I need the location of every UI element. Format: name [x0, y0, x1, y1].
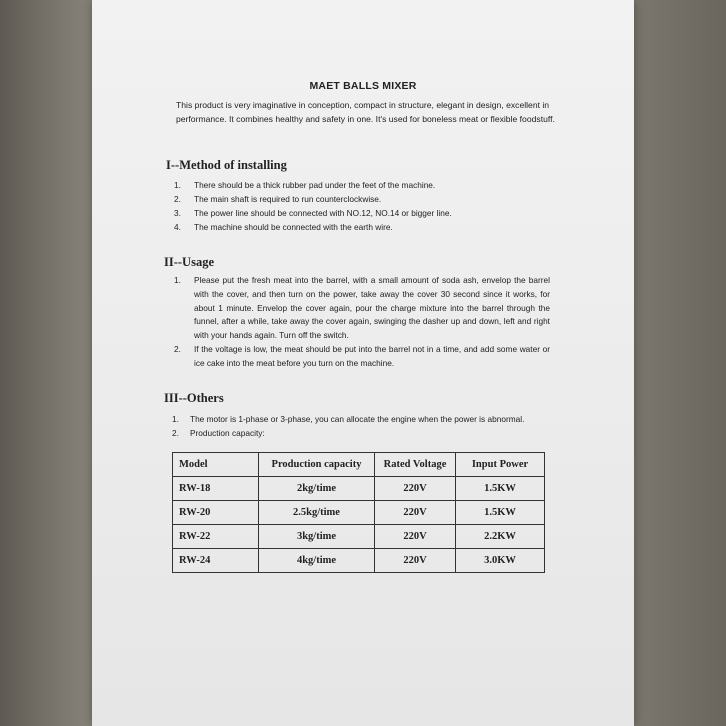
- table-cell: 1.5KW: [456, 501, 545, 525]
- table-header-cell: Production capacity: [259, 453, 375, 477]
- list-item-number: 2.: [174, 344, 181, 354]
- list-item-text: The machine should be connected with the earth wire.: [194, 222, 393, 232]
- table-cell: RW-24: [173, 549, 259, 573]
- list-item-text: Please put the fresh meat into the barrel, with a small amount of soda ash, envelop the barrel with the cover, and then turn on the power, take away the cover 30 second since it works, for about 1 minute. Envelop the cover again, pour the charge mixture into the barrel through the funnel, after a while, take away the cover again, swinging the dasher up and down, left and right with your hands again. Turn off the switch.: [194, 275, 550, 341]
- table-row: [173, 477, 545, 501]
- table-cell: RW-18: [173, 477, 259, 501]
- list-item-number: 1.: [174, 275, 181, 285]
- table-header-cell: Model: [173, 453, 259, 477]
- list-item: [174, 221, 554, 235]
- table-header-row: [173, 453, 545, 477]
- table-cell: 3.0KW: [456, 549, 545, 573]
- list-item-number: 1.: [174, 180, 181, 190]
- list-item: [174, 207, 554, 221]
- section-heading-usage: II--Usage: [164, 255, 214, 269]
- table-cell: RW-22: [173, 525, 259, 549]
- list-item-number: 4.: [174, 222, 181, 232]
- section-heading-others: III--Others: [164, 391, 224, 405]
- list-item-text: Production capacity:: [190, 428, 265, 438]
- intro-paragraph: This product is very imaginative in conception, compact in structure, elegant in design, excellent in performance. It combines healthy and safety in one. It's used for boneless meat or flexible foodstuff.: [176, 100, 555, 124]
- table-row: [173, 501, 545, 525]
- list-item-number: 3.: [174, 208, 181, 218]
- background-surface-right: [630, 0, 726, 726]
- list-item: [174, 179, 554, 193]
- list-item: [174, 343, 550, 371]
- table-cell: 4kg/time: [259, 549, 375, 573]
- document-title: MAET BALLS MIXER: [309, 80, 417, 92]
- table-cell: 220V: [375, 477, 456, 501]
- list-item: [174, 274, 550, 343]
- table-cell: 3kg/time: [259, 525, 375, 549]
- table-cell: RW-20: [173, 501, 259, 525]
- table-cell: 2.5kg/time: [259, 501, 375, 525]
- table-cell: 220V: [375, 549, 456, 573]
- list-item-text: There should be a thick rubber pad under the feet of the machine.: [194, 180, 436, 190]
- list-item-text: The motor is 1-phase or 3-phase, you can allocate the engine when the power is abnormal.: [190, 414, 525, 424]
- list-item-text: The main shaft is required to run counterclockwise.: [194, 194, 382, 204]
- list-item: [172, 427, 562, 441]
- table-header-cell: Rated Voltage: [375, 453, 456, 477]
- background-surface-left: [0, 0, 96, 726]
- table-row: [173, 525, 545, 549]
- table-row: [173, 549, 545, 573]
- table-cell: 2kg/time: [259, 477, 375, 501]
- list-item-number: 1.: [172, 414, 179, 424]
- production-capacity-table: [172, 452, 545, 573]
- table-cell: 220V: [375, 525, 456, 549]
- section-heading-install: I--Method of installing: [166, 158, 287, 172]
- table-header-cell: Input Power: [456, 453, 545, 477]
- table-cell: 1.5KW: [456, 477, 545, 501]
- list-item: [174, 193, 554, 207]
- list-item: [172, 413, 562, 427]
- list-item-text: If the voltage is low, the meat should be put into the barrel not in a time, and add some water or ice cake into the meat before you turn on the machine.: [194, 344, 550, 368]
- table-cell: 220V: [375, 501, 456, 525]
- list-item-number: 2.: [172, 428, 179, 438]
- list-item-number: 2.: [174, 194, 181, 204]
- table-cell: 2.2KW: [456, 525, 545, 549]
- document-page: [92, 0, 634, 726]
- list-item-text: The power line should be connected with NO.12, NO.14 or bigger line.: [194, 208, 452, 218]
